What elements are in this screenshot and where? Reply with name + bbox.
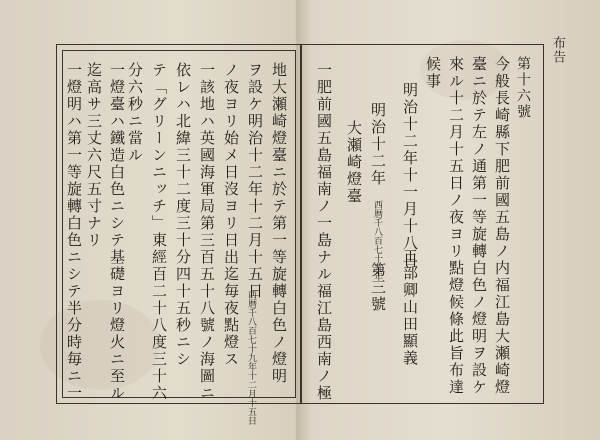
notice-line: 依レハ北緯三十二度三十分四十五秒ニシ [174,62,192,368]
notice-line: 一燈明ハ第一等旋轉白色ニシテ半分時毎ニ一 [65,62,83,402]
notice-line: テ「グリーンニッチ」東經百二十八度三十六 [150,62,168,402]
notice-line: ヲ設ケ明治十二年十二月十五日 [246,62,264,300]
notice-line: 地大瀬崎燈臺ニ於テ第一等旋轉白色ノ燈明 [270,62,288,385]
proclamation-heading: 第十六號 [515,56,531,120]
proclamation-line: 來ル十二月十五日ノ夜ヨリ點燈候條此旨布達 [447,56,465,396]
location-line: 一肥前國五島福南ノ一島ナル福江島西南ノ極 [315,62,333,402]
proclamation-line: 今般長崎縣下肥前國五島ノ内福江島大瀬崎燈 [493,56,511,396]
notice-date-western: 西暦千八百七十九年 [372,200,382,281]
notice-line: ノ夜ヨリ始メ日沒ヨリ日出迄毎夜點燈ス [222,62,240,368]
notice-number: 第三號 [369,262,387,313]
notice-line: 分六秒ニ當ル [126,62,144,164]
proclamation-date: 明治十二年十一月十八日 [401,82,419,269]
notice-line: 迄高サ三丈六尺五寸ナリ [85,62,103,249]
lighthouse-name: 大瀬崎燈臺 [345,120,363,205]
notice-date: 明治十二年 [369,102,387,187]
proclamation-line: 候事 [424,56,442,90]
proclamation-line: 臺ニ於テ左ノ通第一等旋轉白色ノ燈明ヲ設ケ [470,56,488,396]
margin-label: 布告 [550,36,565,64]
signature: 工部卿山田顯義 [401,248,419,367]
notice-line: 一該地ハ英國海軍局第三百五十八號ノ海圖ニ [198,62,216,402]
western-date-note: 西暦千八百七十九年十二月十五日 [246,290,256,425]
notice-line: 一燈臺ハ鐵造白色ニシテ基礎ヨリ燈火ニ至ル [108,62,126,402]
